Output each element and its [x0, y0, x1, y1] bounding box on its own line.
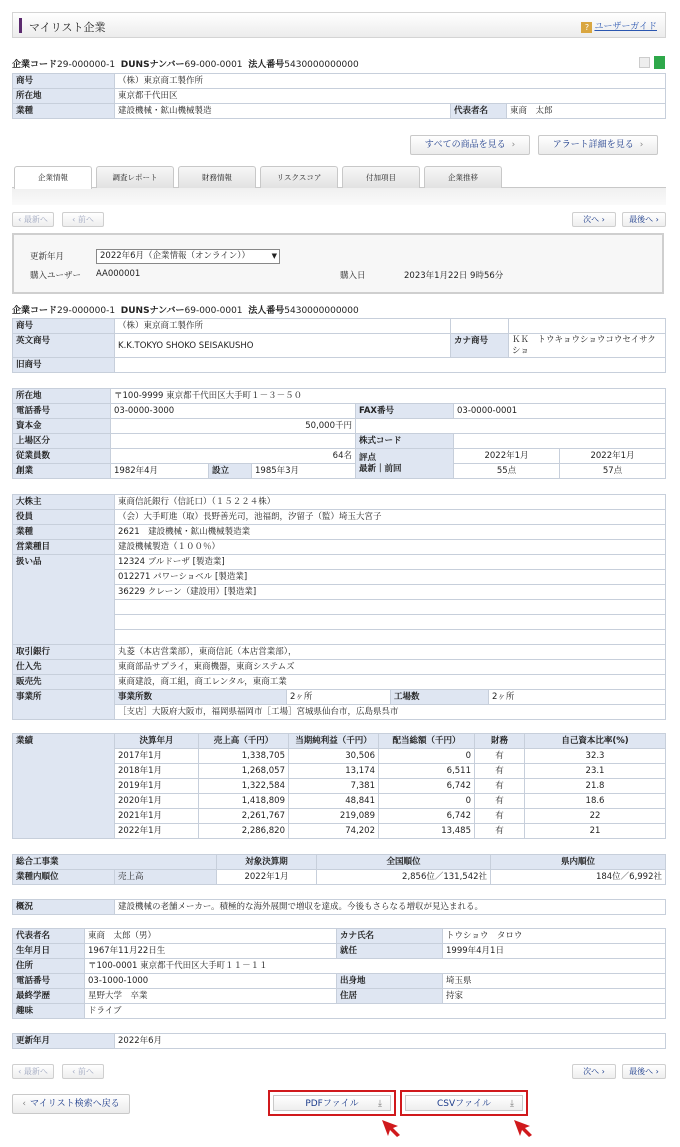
updated-table	[12, 1033, 666, 1049]
table-cell: 2022年1月	[115, 824, 199, 839]
name-value: （株）東京商工製作所	[115, 74, 666, 89]
rank-prefecture-header: 県内順位	[491, 855, 666, 870]
header-accent-bar	[19, 18, 22, 33]
csv-download-button[interactable]	[400, 1090, 528, 1116]
score-prev: 57点	[560, 464, 666, 479]
birth-value: 1967年11月22日生	[85, 944, 337, 959]
residence-value: 持家	[443, 989, 666, 1004]
table-cell: 48,841	[289, 794, 379, 809]
download-icon: ⤓	[378, 1099, 382, 1109]
tel-value: 03-0000-3000	[111, 404, 356, 419]
rank-national: 2,856位／131,542社	[317, 870, 491, 885]
tab-additional[interactable]: 付加項目	[342, 166, 420, 188]
table-cell: 2021年1月	[115, 809, 199, 824]
supplier-header: 仕入先	[13, 660, 115, 675]
table-cell: 有	[475, 749, 525, 764]
rank-prefecture: 184位／6,992社	[491, 870, 666, 885]
officers-header: 役員	[13, 510, 115, 525]
page-header	[12, 12, 666, 38]
basic-info-table	[12, 318, 666, 373]
name-header: 商号	[13, 319, 115, 334]
prev-button[interactable]: ‹ 前へ	[62, 212, 104, 227]
tab-company-info[interactable]: 企業情報	[14, 166, 92, 189]
score-date-prev: 2022年1月	[560, 449, 666, 464]
hobby-value: ドライブ	[85, 1004, 666, 1019]
newest-label: 最新へ	[23, 215, 48, 224]
next-button-bottom[interactable]: 次へ ›	[572, 1064, 616, 1079]
chevron-right-icon: ›	[639, 140, 644, 150]
table-cell: 1,418,809	[199, 794, 289, 809]
table-cell: 21	[525, 824, 666, 839]
shareholder-value: 東商信託銀行（信託口）（１５２２４株）	[115, 495, 666, 510]
rep-tel-header: 電話番号	[13, 974, 85, 989]
table-cell: 74,202	[289, 824, 379, 839]
name-header: 商号	[13, 74, 115, 89]
stock-code-header: 株式コード	[356, 434, 454, 449]
next-label: 次へ	[583, 1067, 600, 1076]
table-cell: 有	[475, 809, 525, 824]
col-dividend: 配当総額（千円）	[379, 734, 475, 749]
rep-tel-value: 03-1000-1000	[85, 974, 337, 989]
table-cell: 有	[475, 764, 525, 779]
overview-header: 概況	[13, 900, 115, 915]
bank-value: 丸菱（本店営業部），東商信託（本店営業部），	[115, 645, 666, 660]
english-name-header: 英文商号	[13, 334, 115, 358]
duns-value: 69-000-0001	[184, 60, 243, 70]
ranking-table	[12, 854, 666, 885]
download-icon: ⤓	[510, 1099, 514, 1109]
fax-value: 03-0000-0001	[454, 404, 666, 419]
old-name-value	[115, 358, 666, 373]
table-cell: 有	[475, 779, 525, 794]
update-select[interactable]	[96, 249, 280, 264]
csv-download-inner	[405, 1095, 523, 1111]
rank-national-header: 全国順位	[317, 855, 491, 870]
code-label: 企業コード	[12, 306, 58, 316]
duns-label: DUNSナンバー	[120, 60, 185, 70]
table-cell: 0	[379, 794, 475, 809]
product-item: 36229 クレーン（建設用）[製造業]	[115, 585, 666, 600]
origin-header: 出身地	[337, 974, 443, 989]
user-label: 購入ユーザー	[30, 271, 82, 281]
table-cell: 30,506	[289, 749, 379, 764]
newest-button[interactable]: ‹ 最新へ	[12, 212, 54, 227]
pdf-download-button[interactable]	[268, 1090, 396, 1116]
newest-button-bottom[interactable]: ‹ 最新へ	[12, 1064, 54, 1079]
col-equity-ratio: 自己資本比率(%)	[525, 734, 666, 749]
rep-header: 代表者名	[451, 104, 507, 119]
rep-value: 東商 太郎	[507, 104, 666, 119]
performance-table	[12, 733, 666, 839]
update-select-value: 2022年6月（企業情報（オンライン））	[100, 251, 251, 261]
chevron-right-icon: ›	[511, 140, 516, 150]
profile-table	[12, 388, 666, 479]
score-latest: 55点	[454, 464, 560, 479]
all-products-label: すべての商品を見る	[424, 140, 506, 150]
tab-strip-bg	[12, 187, 666, 205]
shareholder-header: 大株主	[13, 495, 115, 510]
rep-name-header: 代表者名	[13, 929, 85, 944]
factory-count-value: 2ヶ所	[489, 690, 666, 705]
fax-header: FAX番号	[356, 404, 454, 419]
education-header: 最終学歴	[13, 989, 85, 1004]
table-cell: 2018年1月	[115, 764, 199, 779]
back-to-search-button[interactable]	[12, 1094, 130, 1114]
col-sales: 売上高（千円）	[199, 734, 289, 749]
score-date-latest: 2022年1月	[454, 449, 560, 464]
prev-button-bottom[interactable]: ‹ 前へ	[62, 1064, 104, 1079]
rank-industry-header: 総合工事業	[13, 855, 217, 870]
factory-count-header: 工場数	[391, 690, 489, 705]
duns-label: DUNSナンバー	[120, 306, 185, 316]
address-value: 〒100-9999 東京都千代田区大手町１－３－５０	[111, 389, 666, 404]
overview-value: 建設機械の老舗メーカー。積極的な海外展開で増収を達成。今後もさらなる増収が見込まれる。	[115, 900, 666, 915]
col-net-income: 当期純利益（千円）	[289, 734, 379, 749]
chevron-left-icon: ‹	[22, 1099, 26, 1109]
employees-value: 64名	[111, 449, 356, 464]
table-cell: 13,485	[379, 824, 475, 839]
company-id-line	[12, 57, 359, 70]
industry-value: 2621 建設機械・鉱山機械製造業	[115, 525, 666, 540]
tab-report[interactable]: 調査レポート	[96, 166, 174, 188]
rank-metric: 売上高	[115, 870, 217, 885]
pdf-label: PDFファイル	[305, 1099, 359, 1109]
tab-history[interactable]: 企業推移	[424, 166, 502, 188]
rep-kana-header: カナ氏名	[337, 929, 443, 944]
code-label: 企業コード	[12, 60, 58, 70]
rank-period: 2022年1月	[217, 870, 317, 885]
product-item: 12324 ブルドーザ [製造業]	[115, 555, 666, 570]
table-cell: 6,511	[379, 764, 475, 779]
updated-value: 2022年6月	[115, 1034, 666, 1049]
page-title: マイリスト企業	[29, 21, 106, 34]
table-cell: 7,381	[289, 779, 379, 794]
industry-header: 業種	[13, 525, 115, 540]
prev-label: 前へ	[77, 1067, 94, 1076]
col-fiscal: 決算年月	[115, 734, 199, 749]
corp-value: 5430000000000	[284, 60, 359, 70]
kana-value-2: ショ	[512, 345, 529, 356]
alert-detail-label: アラート詳細を見る	[552, 140, 634, 150]
table-cell: 21.8	[525, 779, 666, 794]
date-value: 2023年1月22日 9時56分	[404, 271, 504, 281]
next-label: 次へ	[583, 215, 600, 224]
table-cell: 1,268,057	[199, 764, 289, 779]
founded-header: 創業	[13, 464, 111, 479]
tab-risk-score[interactable]: リスクスコア	[260, 166, 338, 188]
tel-header: 電話番号	[13, 404, 111, 419]
address-header: 所在地	[13, 389, 111, 404]
back-label: マイリスト検索へ戻る	[29, 1099, 120, 1109]
overview-table	[12, 899, 666, 915]
supplier-value: 東商部品サプライ，東商機器，東商システムズ	[115, 660, 666, 675]
table-cell: 2,261,767	[199, 809, 289, 824]
table-cell: 18.6	[525, 794, 666, 809]
business-table	[12, 494, 666, 720]
table-cell: 1,322,584	[199, 779, 289, 794]
old-name-header: 旧商号	[13, 358, 115, 373]
office-count-value: 2ヶ所	[287, 690, 391, 705]
score-subheader: 最新｜前回	[359, 463, 402, 474]
residence-header: 住居	[337, 989, 443, 1004]
newest-label: 最新へ	[23, 1067, 48, 1076]
ind-header: 業種	[13, 104, 115, 119]
col-finance: 財務	[475, 734, 525, 749]
addr-header: 所在地	[13, 89, 115, 104]
rep-name-value: 東商 太郎（男）	[85, 929, 337, 944]
capital-header: 資本金	[13, 419, 111, 434]
representative-table	[12, 928, 666, 1019]
offices-header: 事業所	[13, 690, 115, 720]
corp-value: 5430000000000	[284, 306, 359, 316]
inauguration-value: 1999年4月1日	[443, 944, 666, 959]
name-value: （株）東京商工製作所	[115, 319, 451, 334]
tab-bar	[12, 166, 666, 188]
company-id-line-2	[12, 303, 359, 316]
user-guide-label: ユーザーガイド	[594, 22, 657, 32]
kana-value-1: ＫＫ トウキョウショウコウセイサク	[512, 334, 656, 345]
code-value: 29-000000-1	[57, 60, 116, 70]
last-label: 最後へ	[629, 1067, 654, 1076]
table-cell: 2019年1月	[115, 779, 199, 794]
english-name-value: K.K.TOKYO SHOKO SEISAKUSHO	[115, 334, 451, 358]
top-summary-table	[12, 73, 666, 119]
kana-header: カナ商号	[451, 334, 509, 358]
table-cell: 6,742	[379, 809, 475, 824]
table-cell: 32.3	[525, 749, 666, 764]
alert-detail-button[interactable]	[538, 135, 658, 155]
hobby-header: 趣味	[13, 1004, 85, 1019]
products-header: 扱い品	[13, 555, 115, 645]
employees-header: 従業員数	[13, 449, 111, 464]
last-button[interactable]: 最後へ ›	[622, 212, 666, 227]
rep-address-value: 〒100-0001 東京都千代田区大手町１１－１１	[85, 959, 666, 974]
all-products-button[interactable]	[410, 135, 530, 155]
prev-label: 前へ	[77, 215, 94, 224]
last-label: 最後へ	[629, 215, 654, 224]
pointer-arrow-icon	[512, 1118, 534, 1138]
user-value: AA000001	[96, 269, 141, 279]
purchase-info-box	[12, 233, 664, 294]
corp-label: 法人番号	[248, 306, 285, 316]
bookmark-icon[interactable]	[654, 56, 665, 69]
help-icon: ?	[581, 22, 592, 33]
rep-kana-value: トウショウ タロウ	[443, 929, 666, 944]
table-cell: 有	[475, 794, 525, 809]
origin-value: 埼玉県	[443, 974, 666, 989]
last-button-bottom[interactable]: 最後へ ›	[622, 1064, 666, 1079]
business-type-value: 建設機械製造（１００％）	[115, 540, 666, 555]
table-cell: 13,174	[289, 764, 379, 779]
user-guide-link[interactable]	[581, 19, 657, 33]
table-cell: 有	[475, 824, 525, 839]
corp-label: 法人番号	[248, 60, 285, 70]
rank-period-header: 対象決算期	[217, 855, 317, 870]
date-label: 購入日	[340, 271, 366, 281]
inauguration-header: 就任	[337, 944, 443, 959]
table-cell: 1,338,705	[199, 749, 289, 764]
business-type-header: 営業種目	[13, 540, 115, 555]
table-cell: 2,286,820	[199, 824, 289, 839]
bank-header: 取引銀行	[13, 645, 115, 660]
tab-finance[interactable]: 財務情報	[178, 166, 256, 188]
offices-value: ［支店］大阪府大阪市，福岡県福岡市［工場］宮城県仙台市，広島県呉市	[115, 705, 666, 720]
next-button[interactable]: 次へ ›	[572, 212, 616, 227]
performance-header: 業績	[13, 734, 115, 839]
rep-address-header: 住所	[13, 959, 85, 974]
capital-value: 50,000千円	[111, 419, 356, 434]
csv-label: CSVファイル	[437, 1099, 491, 1109]
customer-value: 東商建設，商工組，商工レンタル，東商工業	[115, 675, 666, 690]
rss-icon[interactable]	[639, 57, 650, 68]
table-cell: 2020年1月	[115, 794, 199, 809]
customer-header: 販売先	[13, 675, 115, 690]
duns-value: 69-000-0001	[184, 306, 243, 316]
pdf-download-inner	[273, 1095, 391, 1111]
code-value: 29-000000-1	[57, 306, 116, 316]
table-cell: 6,742	[379, 779, 475, 794]
chevron-down-icon: ▼	[271, 252, 277, 260]
table-cell: 0	[379, 749, 475, 764]
birth-header: 生年月日	[13, 944, 85, 959]
listed-header: 上場区分	[13, 434, 111, 449]
table-cell: 2017年1月	[115, 749, 199, 764]
established-value: 1985年3月	[252, 464, 356, 479]
score-header: 評点	[359, 452, 377, 463]
office-count-header: 事業所数	[115, 690, 287, 705]
addr-value: 東京都千代田区	[115, 89, 666, 104]
pointer-arrow-icon	[380, 1118, 402, 1138]
update-label: 更新年月	[30, 252, 65, 262]
education-value: 星野大学 卒業	[85, 989, 337, 1004]
ind-value: 建設機械・鉱山機械製造	[115, 104, 451, 119]
updated-header: 更新年月	[13, 1034, 115, 1049]
table-cell: 219,089	[289, 809, 379, 824]
established-header: 設立	[209, 464, 252, 479]
rank-row-header: 業種内順位	[13, 870, 115, 885]
product-item: 012271 パワーショベル [製造業]	[115, 570, 666, 585]
table-cell: 23.1	[525, 764, 666, 779]
table-cell: 22	[525, 809, 666, 824]
officers-value: （会）大手町進（取）長野善光司，池福朗，汐留子（監）埼玉大宮子	[115, 510, 666, 525]
founded-value: 1982年4月	[111, 464, 209, 479]
